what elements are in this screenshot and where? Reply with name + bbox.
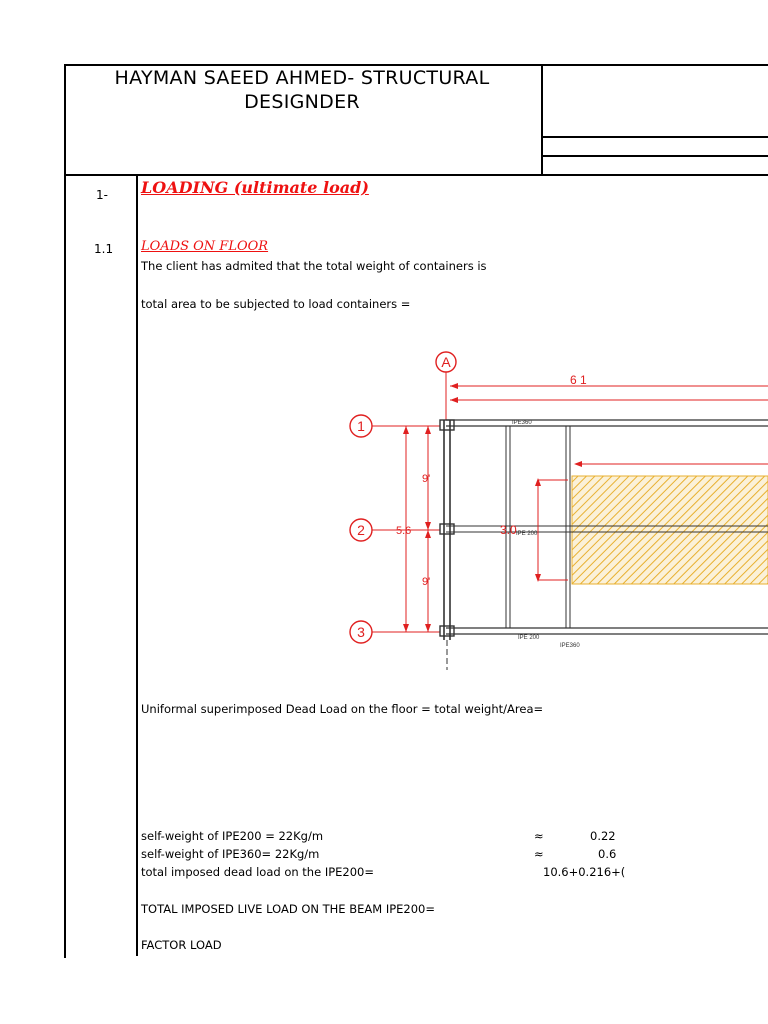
loaded-area	[572, 476, 768, 584]
factor-load-text: FACTOR LOAD	[141, 938, 222, 952]
svg-text:3: 3	[357, 624, 365, 640]
axis-2-bubble	[350, 519, 372, 541]
dim-top-label: 6 1	[570, 373, 587, 387]
beam-label-mid: IPE 200	[516, 531, 538, 537]
dim-upper-span: 9'	[422, 473, 431, 485]
approx-symbol-1: ≈	[534, 829, 544, 843]
value-ipe360: 0.6	[598, 847, 617, 861]
svg-text:A: A	[441, 354, 451, 370]
section-title: LOADING (ultimate load)	[141, 178, 369, 197]
beam-label-top: IPE360	[512, 420, 532, 426]
dead-load-text: Uniformal superimposed Dead Load on the floor = total weight/Area=	[141, 702, 544, 716]
self-weight-ipe360: self-weight of IPE360= 22Kg/m	[141, 847, 320, 861]
axis-1-bubble	[350, 415, 372, 437]
axis-a-bubble	[436, 352, 456, 372]
dim-left-label: 5.6	[396, 525, 412, 537]
self-weight-ipe200: self-weight of IPE200 = 22Kg/m	[141, 829, 324, 843]
area-text: total area to be subjected to load containers =	[141, 297, 411, 311]
floor-plan-drawing	[340, 340, 768, 670]
number-column-rule	[136, 174, 138, 956]
section-number: 1-	[96, 188, 108, 202]
header-bottom-rule	[64, 174, 768, 176]
svg-text:1: 1	[357, 418, 365, 434]
page-title: HAYMAN SAEED AHMED- STRUCTURAL DESIGNDER	[114, 67, 490, 113]
axis-3-bubble	[350, 621, 372, 643]
value-total-dead: 10.6+0.216+(	[543, 865, 626, 879]
approx-symbol-2: ≈	[534, 847, 544, 861]
value-ipe200: 0.22	[590, 829, 616, 843]
header-rule-1	[541, 136, 768, 138]
total-dead-load-text: total imposed dead load on the IPE200=	[141, 865, 375, 879]
dim-area-label: 3.0	[500, 523, 517, 537]
subsection-number: 1.1	[94, 242, 114, 256]
header-divider	[541, 64, 543, 176]
beam-label-small: IPE 200	[518, 635, 540, 641]
header-rule-2	[541, 155, 768, 157]
svg-text:2: 2	[357, 522, 365, 538]
dim-lower-span: 9'	[422, 576, 431, 588]
total-live-load-text: TOTAL IMPOSED LIVE LOAD ON THE BEAM IPE200=	[141, 902, 436, 916]
beam-label-bottom: IPE360	[560, 643, 580, 649]
subsection-title: LOADS ON FLOOR	[141, 239, 269, 254]
client-weight-text: The client has admited that the total weight of containers is	[141, 259, 487, 273]
